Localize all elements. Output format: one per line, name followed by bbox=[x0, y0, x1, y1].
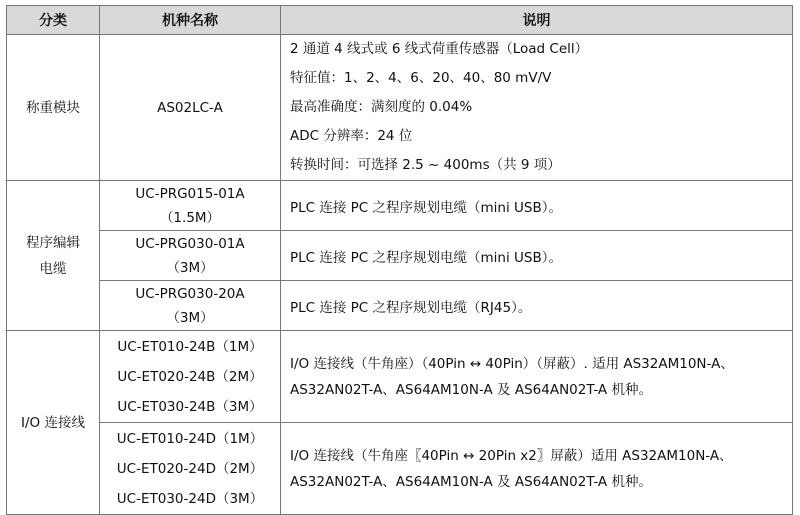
description-line: I/O 连接线（牛角座）（40Pin ↔ 40Pin）（屏蔽）. 适用 AS32AM10N-A、 bbox=[290, 355, 734, 372]
model-name: UC-PRG015-01A bbox=[135, 185, 245, 202]
model-name: UC-PRG030-20A bbox=[135, 285, 245, 302]
model-cell bbox=[100, 181, 281, 231]
model-name: UC-ET010-24D（1M） bbox=[116, 430, 264, 447]
category-cell: I/O 连接线 bbox=[7, 331, 100, 515]
category-cell: 称重模块 bbox=[7, 35, 100, 181]
header-model: 机种名称 bbox=[100, 6, 281, 35]
table-row bbox=[7, 281, 793, 331]
table-row bbox=[7, 181, 793, 231]
table-row bbox=[7, 35, 793, 181]
spec-table bbox=[6, 5, 793, 515]
model-cell bbox=[100, 231, 281, 281]
category-cell bbox=[7, 181, 100, 331]
model-name: UC-ET020-24D（2M） bbox=[116, 460, 264, 477]
header-row bbox=[7, 6, 793, 35]
table-row bbox=[7, 231, 793, 281]
header-category: 分类 bbox=[7, 6, 100, 35]
model-name: UC-ET030-24D（3M） bbox=[116, 490, 264, 507]
description-line: 2 通道 4 线式或 6 线式荷重传感器（Load Cell） bbox=[290, 41, 589, 57]
model-name: UC-ET010-24B（1M） bbox=[117, 338, 263, 355]
description-line: AS32AN02T-A、AS64AM10N-A 及 AS64AN02T-A 机种。 bbox=[290, 381, 652, 398]
table-row bbox=[7, 423, 793, 515]
category-line: 电缆 bbox=[39, 260, 67, 277]
model-length: （1.5M） bbox=[159, 209, 221, 226]
model-name: UC-ET030-24B（3M） bbox=[117, 398, 263, 415]
model-cell bbox=[100, 281, 281, 331]
category-line: 程序编辑 bbox=[26, 234, 80, 251]
description-cell bbox=[281, 35, 793, 181]
model-cell bbox=[100, 423, 281, 515]
description-line: AS32AN02T-A、AS64AM10N-A 及 AS64AN02T-A 机种。 bbox=[290, 473, 652, 490]
description-cell bbox=[281, 331, 793, 423]
description-line: 最高准确度：满刻度的 0.04% bbox=[290, 99, 473, 115]
description-line: ADC 分辨率：24 位 bbox=[290, 128, 413, 144]
description-cell bbox=[281, 423, 793, 515]
model-cell bbox=[100, 331, 281, 423]
description-cell: PLC 连接 PC 之程序规划电缆（RJ45）。 bbox=[281, 281, 793, 331]
model-name: UC-ET020-24B（2M） bbox=[117, 368, 263, 385]
table-row bbox=[7, 331, 793, 423]
description-cell: PLC 连接 PC 之程序规划电缆（mini USB）。 bbox=[281, 231, 793, 281]
model-name: UC-PRG030-01A bbox=[135, 235, 245, 252]
model-length: （3M） bbox=[166, 259, 214, 276]
model-cell: AS02LC-A bbox=[100, 35, 281, 181]
description-line: I/O 连接线（牛角座〖40Pin ↔ 20Pin x2〗屏蔽）适用 AS32AM10N-A、 bbox=[290, 447, 733, 464]
description-cell: PLC 连接 PC 之程序规划电缆（mini USB）。 bbox=[281, 181, 793, 231]
model-length: （3M） bbox=[166, 309, 214, 326]
description-line: 特征值：1、2、4、6、20、40、80 mV/V bbox=[290, 70, 552, 86]
spec-table-container bbox=[6, 5, 793, 515]
description-line: 转换时间：可选择 2.5 ~ 400ms（共 9 项） bbox=[290, 157, 561, 173]
header-description: 说明 bbox=[281, 6, 793, 35]
